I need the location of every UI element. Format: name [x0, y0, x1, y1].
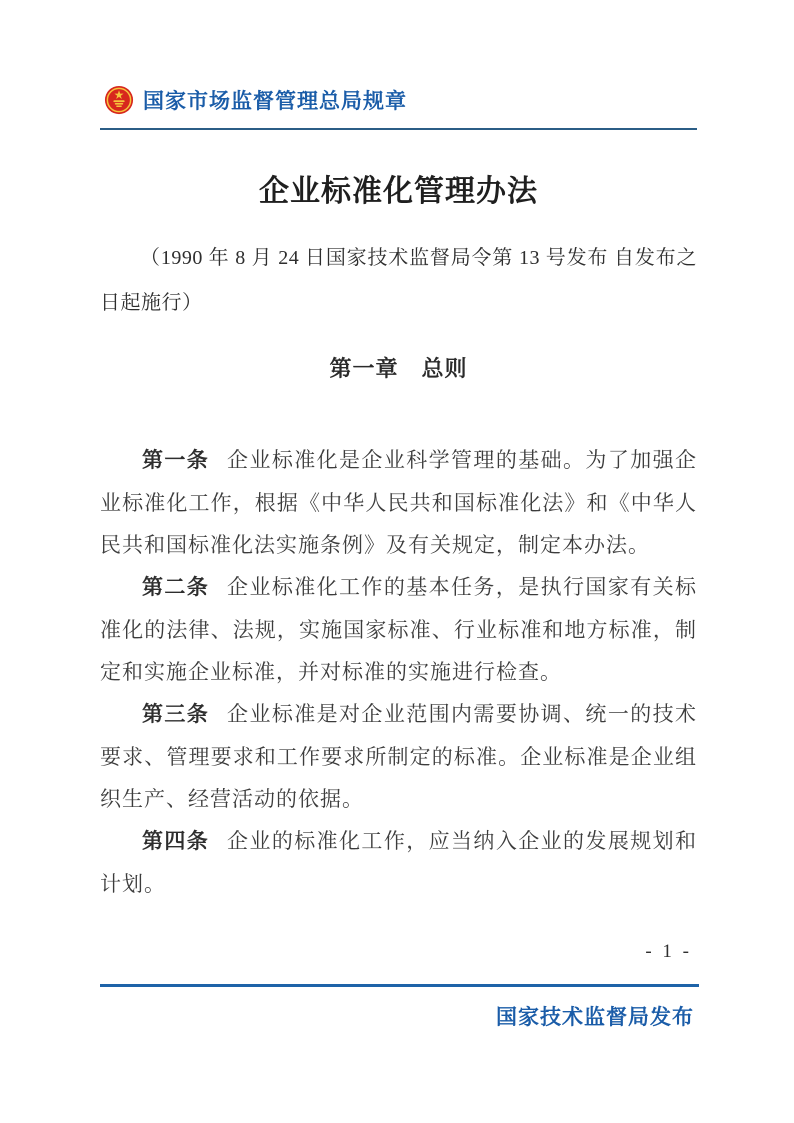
- articles-section: [100, 439, 697, 905]
- article-paragraph-4: [100, 820, 697, 905]
- article-label: 第一条: [142, 449, 210, 472]
- header-row: [104, 85, 697, 115]
- promulgation-note: （1990 年 8 月 24 日国家技术监督局令第 13 号发布 自发布之日起施行）: [100, 247, 697, 314]
- national-emblem-icon: [104, 85, 134, 115]
- article-paragraph-1: [100, 439, 697, 566]
- document-title: 企业标准化管理办法: [259, 175, 538, 208]
- document-header: [0, 0, 794, 130]
- article-label: 第三条: [142, 703, 210, 726]
- chapter-heading: 第一章 总则: [329, 356, 468, 381]
- article-text: 企业的标准化工作，应当纳入企业的发展规划和计划。: [100, 829, 698, 896]
- article-label: 第二条: [142, 576, 210, 599]
- article-label: 第四条: [142, 830, 210, 853]
- page-number: - 1 -: [645, 941, 692, 962]
- article-paragraph-3: [100, 693, 697, 820]
- footer-divider: [100, 984, 699, 987]
- header-divider: [100, 128, 697, 130]
- article-text: 企业标准是对企业范围内需要协调、统一的技术要求、管理要求和工作要求所制定的标准。企业标准是企业组织生产、经营活动的依据。: [100, 702, 698, 811]
- article-text: 企业标准化工作的基本任务，是执行国家有关标准化的法律、法规，实施国家标准、行业标准和地方标准，制定和实施企业标准，并对标准的实施进行检查。: [100, 575, 698, 684]
- footer-issuer: 国家技术监督局发布: [496, 1006, 694, 1029]
- article-text: 企业标准化是企业科学管理的基础。为了加强企业标准化工作，根据《中华人民共和国标准化法》和《中华人民共和国标准化法实施条例》及有关规定，制定本办法。: [100, 448, 698, 557]
- header-agency-title: 国家市场监督管理总局规章: [143, 90, 407, 113]
- document-body: [100, 166, 697, 905]
- article-paragraph-2: [100, 566, 697, 693]
